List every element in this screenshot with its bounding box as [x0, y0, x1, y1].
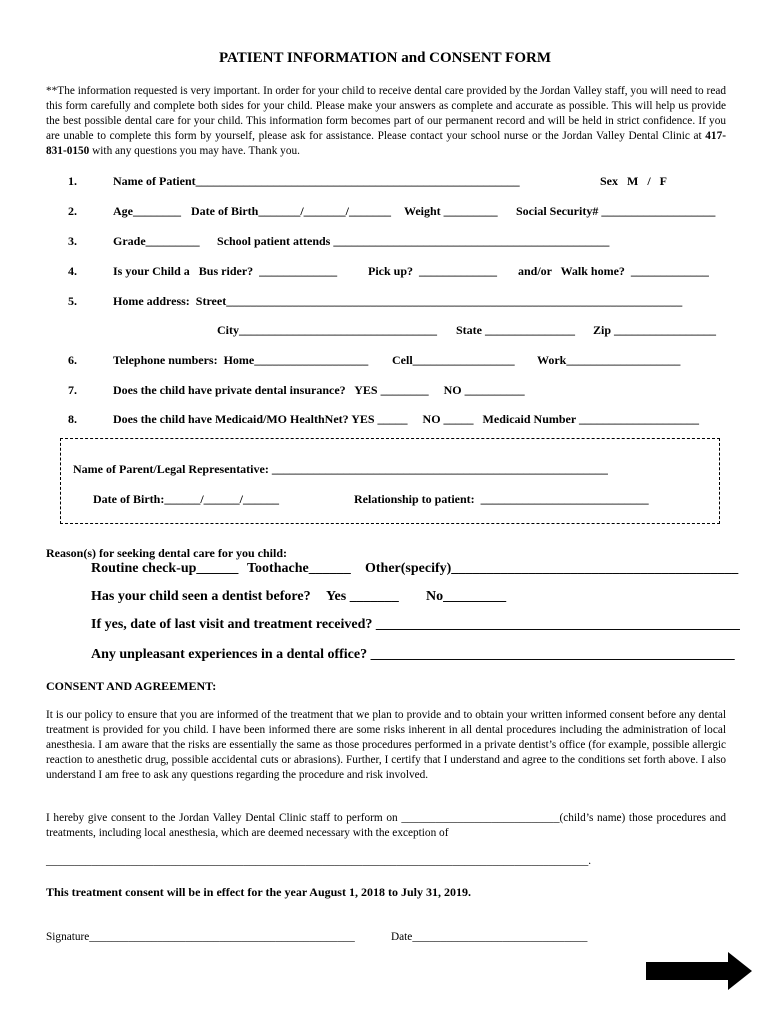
- intro-paragraph: [46, 84, 726, 159]
- signature-field[interactable]: Signature_______________________________________________: [46, 931, 355, 943]
- zip-field[interactable]: Zip _________________: [593, 323, 717, 337]
- q2-number: 2.: [68, 204, 77, 218]
- unpleasant-experience-field[interactable]: Any unpleasant experiences in a dental office? ____________________________________________________: [91, 647, 735, 662]
- q4-number: 4.: [68, 264, 77, 278]
- routine-checkup-field[interactable]: Routine check-up______: [91, 561, 239, 576]
- form-title: PATIENT INFORMATION and CONSENT FORM: [219, 50, 551, 66]
- city-field[interactable]: City_________________________________: [217, 323, 437, 337]
- guardian-box: [60, 438, 720, 524]
- home-phone-field[interactable]: Telephone numbers: Home___________________: [113, 353, 369, 367]
- consent-policy-paragraph: It is our policy to ensure that you are informed of the treatment that we plan to provide and to obtain your written informed consent before any dental treatment is provided for you child. I have been informed there are some risks inherent in all dental procedures including the administration of local anesthesia. I am aware that the risks are essentially the same as those procedures performed in a private dentist’s office (for example, possible allergic reaction to anesthetic drug, possible accidental cuts or abrasions). Further, I certify that I understand and agree to the conditions set forth above. I also understand I am free to ask any questions regarding the procedure and risk involved.: [46, 709, 726, 781]
- seen-dentist-yes[interactable]: Yes _______: [326, 589, 399, 604]
- consent-effective-period: This treatment consent will be in effect for the year August 1, 2018 to July 31, 2019.: [46, 885, 471, 899]
- private-insurance-field[interactable]: Does the child have private dental insurance? YES ________ NO __________: [113, 383, 525, 397]
- q5-number: 5.: [68, 294, 77, 308]
- cell-phone-field[interactable]: Cell_________________: [392, 353, 515, 367]
- guardian-name-field[interactable]: Name of Parent/Legal Representative: ________________________________________________________: [73, 462, 608, 476]
- consent-permission-paragraph[interactable]: I hereby give consent to the Jordan Valley Dental Clinic staff to perform on ____________________________(child’s name) those procedures and treatments, including local anesthesia, which are deemed necessary with the exception of: [46, 812, 726, 839]
- reasons-heading: Reason(s) for seeking dental care for you child:: [46, 546, 287, 560]
- q3-number: 3.: [68, 234, 77, 248]
- date-field[interactable]: Date_______________________________: [391, 931, 588, 943]
- q7-number: 7.: [68, 383, 77, 397]
- walk-home-field[interactable]: and/or Walk home? _____________: [518, 264, 709, 278]
- intro-text: **The information requested is very important. In order for your child to receive dental care provided by the Jordan Valley staff, you will need to read this form carefully and complete both sides for your child. Please make your answers as complete and accurate as possible. This will help us provide the best possible dental care for your child. This information form becomes part of our permanent record and will be held in strict confidence. If you are unable to complete this form by yourself, please ask for assistance. Please contact your school nurse or the Jordan Valley Dental Clinic at: [46, 85, 726, 142]
- exception-field[interactable]: ________________________________________________________________________________________________.: [46, 855, 592, 867]
- school-field[interactable]: School patient attends ______________________________________________: [217, 234, 610, 248]
- street-field[interactable]: Home address: Street____________________________________________________________________________: [113, 294, 683, 308]
- toothache-field[interactable]: Toothache______: [247, 561, 351, 576]
- q6-number: 6.: [68, 353, 77, 367]
- q1-number: 1.: [68, 174, 77, 188]
- guardian-dob-field[interactable]: Date of Birth:______/______/______: [93, 492, 279, 506]
- ssn-field[interactable]: Social Security# ___________________: [516, 204, 716, 218]
- q8-number: 8.: [68, 412, 77, 426]
- work-phone-field[interactable]: Work___________________: [537, 353, 681, 367]
- patient-dob-field[interactable]: Date of Birth_______/_______/_______: [191, 204, 391, 218]
- bus-rider-field[interactable]: Is your Child a Bus rider? _____________: [113, 264, 338, 278]
- patient-name-field[interactable]: Name of Patient______________________________________________________: [113, 174, 520, 188]
- intro-text-end: with any questions you may have. Thank you.: [89, 145, 300, 157]
- relationship-field[interactable]: Relationship to patient: ____________________________: [354, 492, 649, 506]
- right-arrow-icon[interactable]: [646, 952, 754, 990]
- consent-heading: CONSENT AND AGREEMENT:: [46, 679, 217, 693]
- grade-field[interactable]: Grade_________: [113, 234, 200, 248]
- seen-dentist-no[interactable]: No_________: [426, 589, 507, 604]
- age-field[interactable]: Age________: [113, 204, 181, 218]
- seen-dentist-question: Has your child seen a dentist before?: [91, 589, 311, 604]
- medicaid-field[interactable]: Does the child have Medicaid/MO HealthNet? YES _____ NO _____ Medicaid Number ____________________: [113, 412, 699, 426]
- clinic-phone: 417-831-0150: [46, 130, 726, 157]
- last-visit-field[interactable]: If yes, date of last visit and treatment received? ____________________________________________________: [91, 617, 740, 632]
- weight-field[interactable]: Weight _________: [404, 204, 498, 218]
- sex-field[interactable]: Sex M / F: [600, 174, 667, 188]
- state-field[interactable]: State _______________: [456, 323, 575, 337]
- other-reason-field[interactable]: Other(specify)_________________________________________: [365, 561, 739, 576]
- pickup-field[interactable]: Pick up? _____________: [368, 264, 498, 278]
